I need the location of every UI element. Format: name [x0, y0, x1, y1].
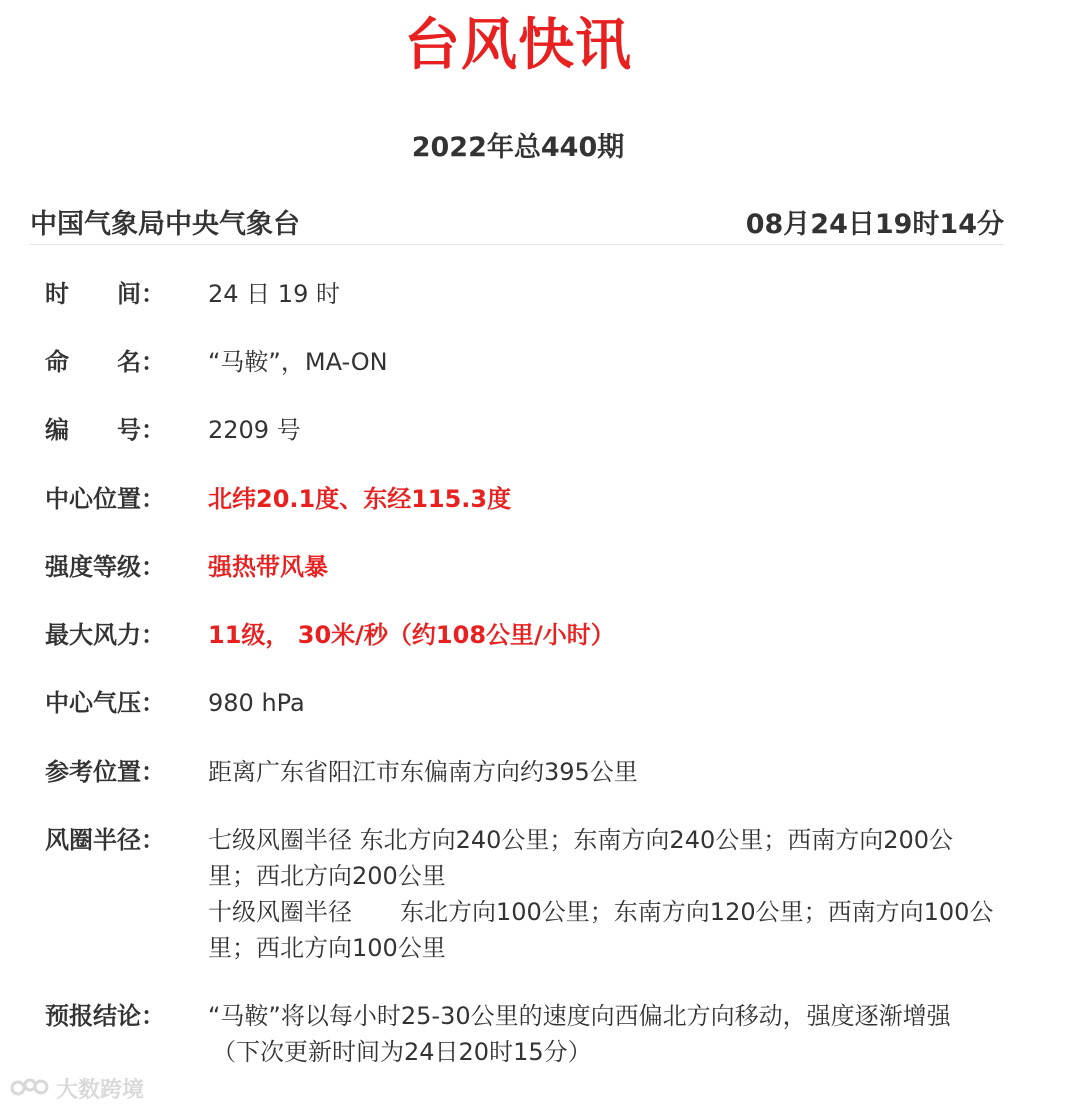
field-time-label: 时 间：: [45, 280, 165, 308]
field-number-label: 编 号：: [45, 416, 165, 444]
field-number-value: 2209 号: [208, 416, 301, 444]
field-wind-radius-label: 风圈半径：: [45, 826, 165, 854]
field-name-label: 命 名：: [45, 348, 165, 376]
field-wind-radius-value: [208, 822, 998, 966]
next-update-note: （下次更新时间为24日20时15分）: [212, 1038, 592, 1066]
field-intensity-value: 强热带风暴: [208, 553, 328, 581]
issue-number: 2022年总440期: [411, 132, 625, 163]
field-pressure-value: 980 hPa: [208, 689, 305, 717]
wind-radius-level10: 十级风圈半径 东北方向100公里；东南方向120公里；西南方向100公里；西北方向100公里: [208, 898, 994, 962]
watermark: [10, 1073, 144, 1103]
field-name-value: “马鞍”，MA-ON: [208, 348, 388, 376]
field-reference-value: 距离广东省阳江市东偏南方向约395公里: [208, 758, 638, 786]
page-title: 台风快讯: [404, 13, 632, 78]
field-forecast-value: [208, 998, 998, 1070]
issue-time: 08月24日19时14分: [745, 209, 1004, 240]
field-reference-label: 参考位置：: [45, 758, 165, 786]
agency-name: 中国气象局中央气象台: [30, 209, 300, 240]
field-forecast-label: 预报结论：: [45, 1002, 165, 1030]
field-center-label: 中心位置：: [45, 485, 165, 513]
field-center-value: 北纬20.1度、东经115.3度: [208, 485, 512, 513]
watermark-logo-icon: [10, 1075, 50, 1101]
field-max-wind-value: 11级， 30米/秒（约108公里/小时）: [208, 621, 615, 649]
field-intensity-label: 强度等级：: [45, 553, 165, 581]
watermark-text: 大数跨境: [56, 1077, 145, 1103]
wind-radius-level7: 七级风圈半径 东北方向240公里；东南方向240公里；西南方向200公里；西北方向200公里: [208, 826, 954, 890]
field-max-wind-label: 最大风力：: [45, 621, 165, 649]
forecast-text: “马鞍”将以每小时25-30公里的速度向西偏北方向移动，强度逐渐增强: [208, 1002, 951, 1030]
bulletin-header: [30, 200, 1004, 245]
field-time-value: 24 日 19 时: [208, 280, 340, 308]
field-pressure-label: 中心气压：: [45, 689, 165, 717]
